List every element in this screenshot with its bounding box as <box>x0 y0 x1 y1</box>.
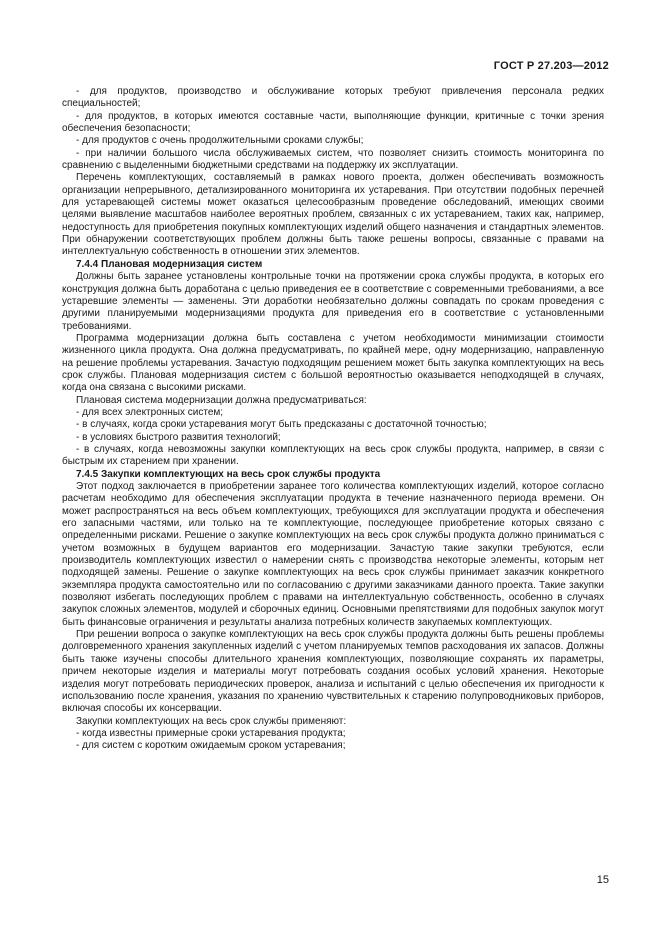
list-item: - при наличии большого числа обслуживаемых систем, что позволяет снизить стоимость мониторинга по сравнению с выделенными бюджетными средствами на поддержку их эксплуатации. <box>62 147 604 172</box>
list-item: - для продуктов, в которых имеются составные части, выполняющие функции, критичные с точки зрения обеспечения безопасности; <box>62 110 604 135</box>
list-item: - в условиях быстрого развития технологий; <box>76 431 281 443</box>
paragraph: Плановая система модернизации должна предусматриваться: <box>76 394 367 406</box>
paragraph: Закупки комплектующих на весь срок службы применяют: <box>76 715 347 727</box>
paragraph: При решении вопроса о закупке комплектующих на весь срок службы продукта должны быть решены проблемы долговременного хранения закупленных изделий с учетом планируемых темпов расходования их запасов. Должны быть также изучены способы длительного хранения комплектующих, позволяющие сохранять их параметры, причем некоторые изделия и материалы могут потребовать создания особых условий хранения. Некоторые изделия могут потребовать периодических проверок, анализа и испытаний с целью обеспечения их пригодности к использованию после хранения, указания по хранению чувствительных к старению полупроводниковых приборов, включая способы их консервации. <box>62 629 604 715</box>
list-item: - когда известны примерные сроки устаревания продукта; <box>76 727 346 739</box>
paragraph-components-list: Перечень комплектующих, составляемый в рамках нового проекта, должен обеспечивать возможность организации непрерывного, детализированного мониторинга их устаревания. При отсутствии подобных перечней для устаревающей системы может оказаться целесообразным проведение обследований, имеющих своими целями выявление масштабов наиболее вероятных проблем, связанных с их устареванием, таких как, например, недоступность для приобретения покупных комплектующих изделий общего назначения и стандартных элементов. При обнаружении соответствующих проблем должны быть также решены вопросы, связанные с правами на интеллектуальную собственность в отношении этих элементов. <box>62 172 604 258</box>
paragraph: Должны быть заранее установлены контрольные точки на протяжении срока службы продукта, в которых его конструкция должна быть доработана с целью приведения ее в соответствие с современными требованиями, а все устаревшие элементы — заменены. Эти доработки необязательно должны совпадать по срокам проведения с другими планируемыми модернизациями продукта для приведения его в соответствие с установленными требованиями. <box>62 271 604 332</box>
document-code: ГОСТ Р 27.203—2012 <box>493 60 609 72</box>
list-item: - в случаях, когда невозможны закупки комплектующих на весь срок службы продукта, например, в связи с быстрым их старением при хранении. <box>62 443 604 468</box>
list-item: - для систем с коротким ожидаемым сроком устаревания; <box>76 740 346 752</box>
page-number: 15 <box>596 874 609 886</box>
section-heading-7-4-4: 7.4.4 Плановая модернизация систем <box>76 258 263 270</box>
list-item: - для продуктов с очень продолжительными сроками службы; <box>76 135 364 147</box>
page-body <box>62 86 604 753</box>
list-item: - в случаях, когда сроки устаревания могут быть предсказаны с достаточной точностью; <box>76 419 487 431</box>
list-item: - для продуктов, производство и обслуживание которых требуют привлечения персонала редких специальностей; <box>62 86 604 110</box>
section-heading-7-4-5: 7.4.5 Закупки комплектующих на весь срок службы продукта <box>76 468 381 480</box>
paragraph: Этот подход заключается в приобретении заранее того количества комплектующих изделий, которое согласно расчетам необходимо для обеспечения эксплуатации продукта в течение назначенного периода времени. Он может распространяться на весь объем комплектующих, требующихся для эксплуатации продукта и обеспечения его запасными частями, или только на те комплектующие, последующее приобретение которых связано с определенными рисками. Решение о закупке комплектующих на весь срок службы продукта должно приниматься с учетом возможных в будущем вариантов его модернизации. Зачастую такие закупки требуются, если производитель комплектующих известил о намерении снять с производства некоторые элементы, которым нет подходящей замены. Решение о закупке комплектующих на весь срок службы принимает заказчик конкретного экземпляра продукта самостоятельно или по согласованию с другими заказчиками данного проекта. Такие закупки позволяют избегать последующих проблем с правами на интеллектуальную собственность, особенно в случаях закупок сложных элементов, модулей и сборочных единиц. Основными препятствиями для подобных закупок могут быть финансовые ограничения и результаты анализа потребных количеств закупаемых комплектующих. <box>62 481 604 628</box>
paragraph: Программа модернизации должна быть составлена с учетом необходимости минимизации стоимости жизненного цикла продукта. Она должна предусматривать, по крайней мере, одну модернизацию, направленную на решение проблемы устаревания. Зачастую подходящим решением может быть закупка комплектующих на весь срок службы. Плановая модернизация систем с большой вероятностью оказывается неподходящей в случаях, когда она связана с высокими рисками. <box>62 332 604 394</box>
list-item: - для всех электронных систем; <box>76 406 224 418</box>
